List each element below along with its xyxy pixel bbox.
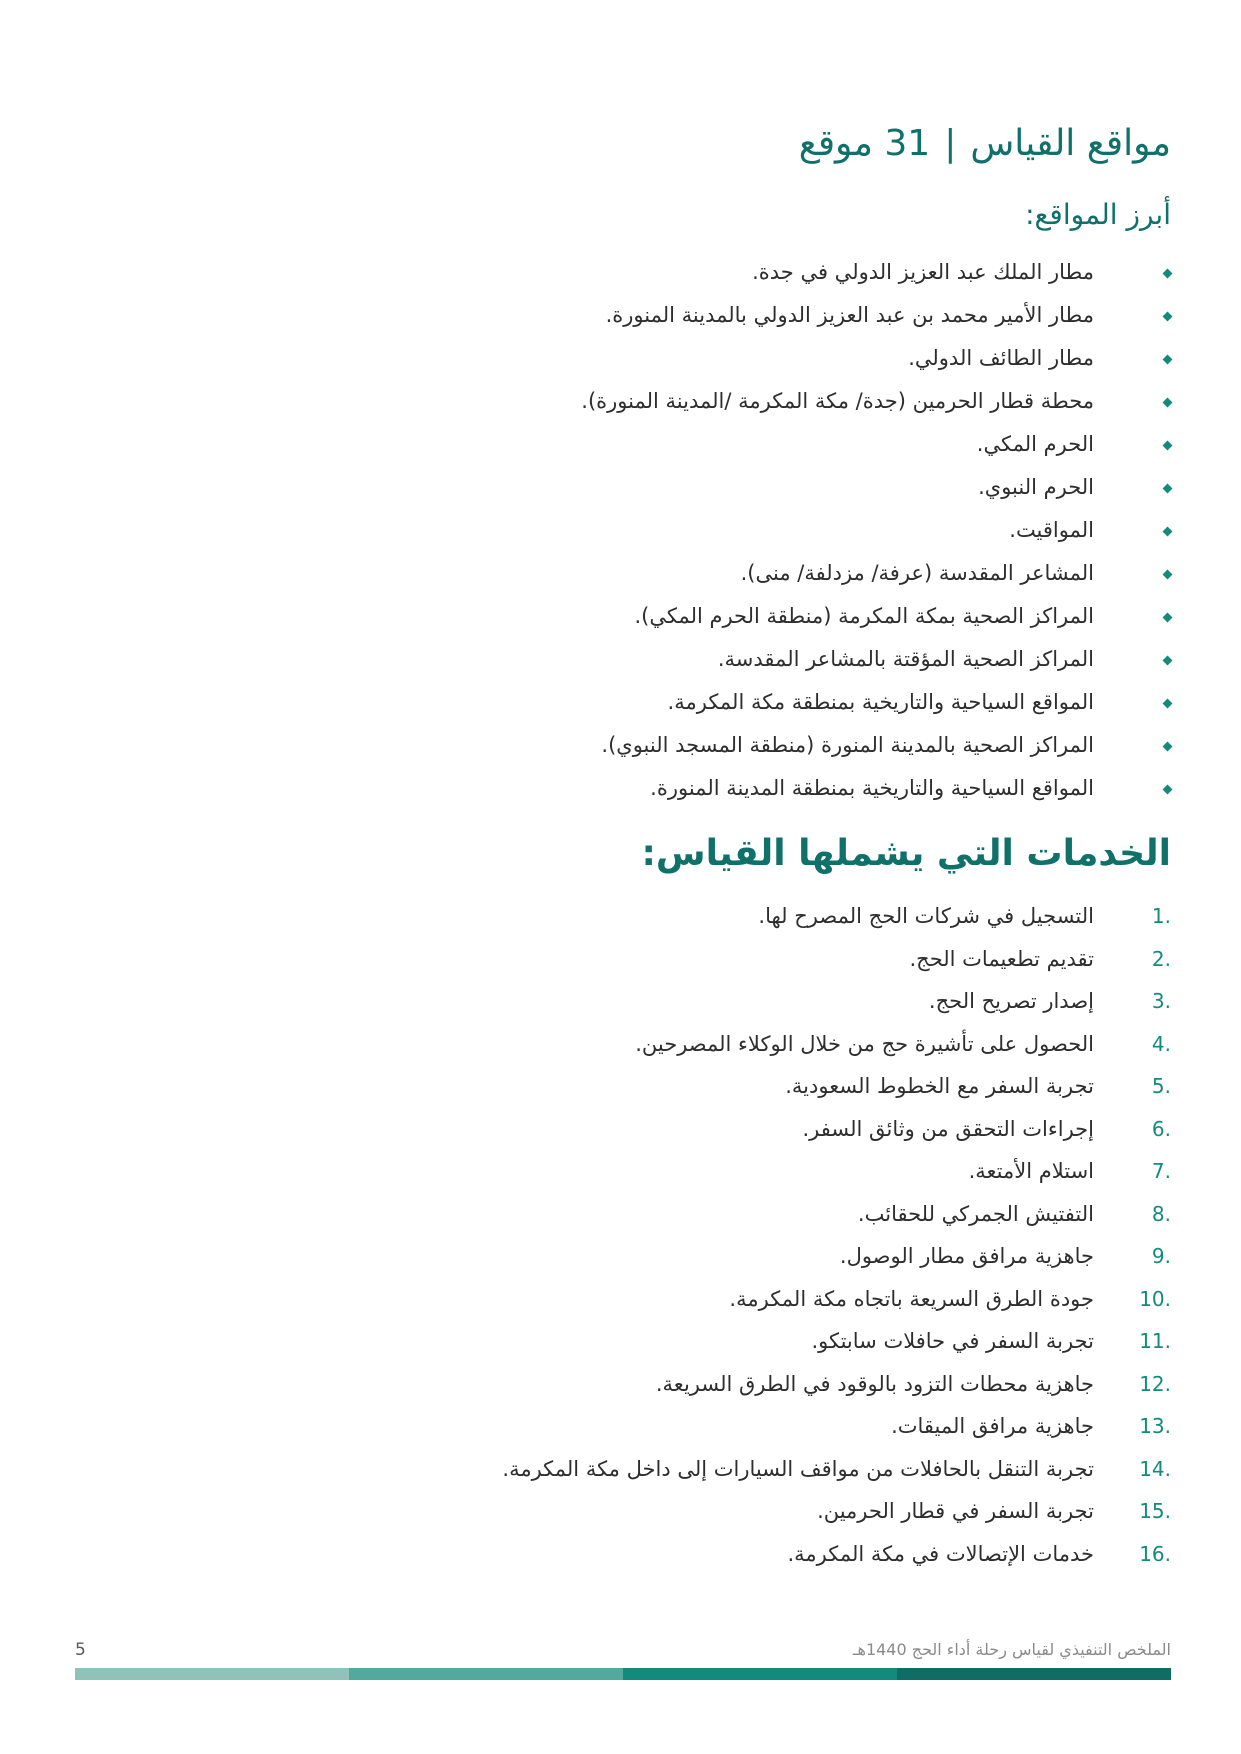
title-text: مواقع القياس [970, 123, 1171, 164]
service-item [502, 980, 1171, 1023]
diamond-bullet-icon [1163, 483, 1173, 493]
diamond-bullet-icon [1163, 784, 1173, 794]
diamond-bullet-icon [1163, 268, 1173, 278]
service-item [502, 938, 1171, 981]
service-item [502, 1363, 1171, 1406]
site-item [581, 423, 1171, 466]
service-text: التفتيش الجمركي للحقائب. [857, 1201, 1094, 1226]
site-item [581, 638, 1171, 681]
footer-color-bar [75, 1668, 1171, 1680]
page-number: 5 [75, 1640, 86, 1660]
service-text: خدمات الإتصالات في مكة المكرمة. [787, 1541, 1094, 1566]
title-count: 31 موقع [798, 123, 931, 164]
service-number: 2. [1151, 946, 1171, 971]
service-item [502, 895, 1171, 938]
footer-bar-segment [897, 1668, 1171, 1680]
site-item [581, 466, 1171, 509]
site-text: المواقع السياحية والتاريخية بمنطقة المدينة المنورة. [650, 776, 1094, 800]
site-text: المراكز الصحية المؤقتة بالمشاعر المقدسة. [717, 647, 1094, 671]
service-number: 3. [1151, 989, 1171, 1013]
services-list [502, 895, 1171, 1575]
service-text: جاهزية محطات التزود بالوقود في الطرق السريعة. [655, 1371, 1094, 1396]
service-text: تجربة السفر في حافلات سابتكو. [811, 1329, 1094, 1353]
service-number: 8. [1151, 1201, 1171, 1226]
service-number: 16. [1139, 1541, 1171, 1566]
footer-text: الملخص التنفيذي لقياس رحلة أداء الحج 1440هـ [852, 1640, 1171, 1659]
page-title [799, 118, 1171, 170]
service-number: 15. [1139, 1499, 1171, 1523]
service-number: 4. [1151, 1031, 1171, 1056]
service-text: استلام الأمتعة. [968, 1159, 1094, 1183]
service-item [502, 1533, 1171, 1576]
service-text: إجراءات التحقق من وثائق السفر. [802, 1116, 1094, 1141]
diamond-bullet-icon [1163, 741, 1173, 751]
service-text: جاهزية مرافق مطار الوصول. [839, 1244, 1094, 1268]
service-text: تجربة السفر مع الخطوط السعودية. [785, 1074, 1094, 1098]
site-item [581, 595, 1171, 638]
service-number: 11. [1139, 1329, 1171, 1353]
diamond-bullet-icon [1163, 397, 1173, 407]
site-item [581, 380, 1171, 423]
site-item [581, 681, 1171, 724]
diamond-bullet-icon [1163, 612, 1173, 622]
site-item [581, 552, 1171, 595]
site-item [581, 251, 1171, 294]
service-number: 7. [1151, 1159, 1171, 1183]
site-text: المراكز الصحية بمكة المكرمة (منطقة الحرم المكي). [634, 604, 1094, 628]
footer-bar-segment [349, 1668, 623, 1680]
footer-bar-segment [75, 1668, 349, 1680]
site-text: المشاعر المقدسة (عرفة/ مزدلفة/ منى). [740, 561, 1094, 585]
sites-list [581, 251, 1171, 810]
diamond-bullet-icon [1163, 311, 1173, 321]
service-number: 5. [1151, 1074, 1171, 1098]
site-text: مطار الملك عبد العزيز الدولي في جدة. [752, 260, 1094, 284]
site-item [581, 337, 1171, 380]
service-number: 14. [1139, 1456, 1171, 1481]
service-item [502, 1108, 1171, 1151]
service-number: 12. [1139, 1371, 1171, 1396]
service-item [502, 1490, 1171, 1533]
site-text: محطة قطار الحرمين (جدة/ مكة المكرمة /المدينة المنورة). [581, 389, 1094, 413]
diamond-bullet-icon [1163, 440, 1173, 450]
diamond-bullet-icon [1163, 354, 1173, 364]
site-text: الحرم المكي. [976, 432, 1094, 456]
service-item [502, 1023, 1171, 1066]
site-text: مطار الطائف الدولي. [908, 346, 1094, 370]
service-number: 13. [1139, 1414, 1171, 1438]
diamond-bullet-icon [1163, 698, 1173, 708]
services-title: الخدمات التي يشملها القياس: [641, 833, 1171, 874]
site-text: المواقع السياحية والتاريخية بمنطقة مكة المكرمة. [667, 690, 1094, 714]
site-item [581, 294, 1171, 337]
diamond-bullet-icon [1163, 655, 1173, 665]
service-number: 1. [1151, 904, 1171, 928]
service-text: تقديم تطعيمات الحج. [909, 946, 1094, 971]
service-item [502, 1320, 1171, 1363]
title-separator: | [944, 123, 957, 164]
site-text: مطار الأمير محمد بن عبد العزيز الدولي بالمدينة المنورة. [605, 303, 1094, 327]
service-item [502, 1278, 1171, 1321]
diamond-bullet-icon [1163, 569, 1173, 579]
service-item [502, 1405, 1171, 1448]
service-item [502, 1193, 1171, 1236]
footer-bar-segment [623, 1668, 897, 1680]
site-item [581, 724, 1171, 767]
service-number: 9. [1151, 1244, 1171, 1268]
sites-subtitle: أبرز المواقع: [1025, 198, 1171, 231]
service-item [502, 1448, 1171, 1491]
service-text: جودة الطرق السريعة باتجاه مكة المكرمة. [729, 1286, 1094, 1311]
site-text: المواقيت. [1009, 518, 1094, 542]
service-text: الحصول على تأشيرة حج من خلال الوكلاء المصرحين. [635, 1031, 1094, 1056]
diamond-bullet-icon [1163, 526, 1173, 536]
service-text: تجربة التنقل بالحافلات من مواقف السيارات إلى داخل مكة المكرمة. [502, 1456, 1094, 1481]
service-text: جاهزية مرافق الميقات. [891, 1414, 1094, 1438]
service-number: 6. [1151, 1116, 1171, 1141]
service-item [502, 1235, 1171, 1278]
site-text: المراكز الصحية بالمدينة المنورة (منطقة المسجد النبوي). [601, 733, 1094, 757]
service-item [502, 1065, 1171, 1108]
service-item [502, 1150, 1171, 1193]
service-text: التسجيل في شركات الحج المصرح لها. [758, 904, 1094, 928]
site-text: الحرم النبوي. [978, 475, 1094, 499]
site-item [581, 509, 1171, 552]
site-item [581, 767, 1171, 810]
service-number: 10. [1139, 1286, 1171, 1311]
service-text: تجربة السفر في قطار الحرمين. [817, 1499, 1094, 1523]
service-text: إصدار تصريح الحج. [928, 989, 1094, 1013]
